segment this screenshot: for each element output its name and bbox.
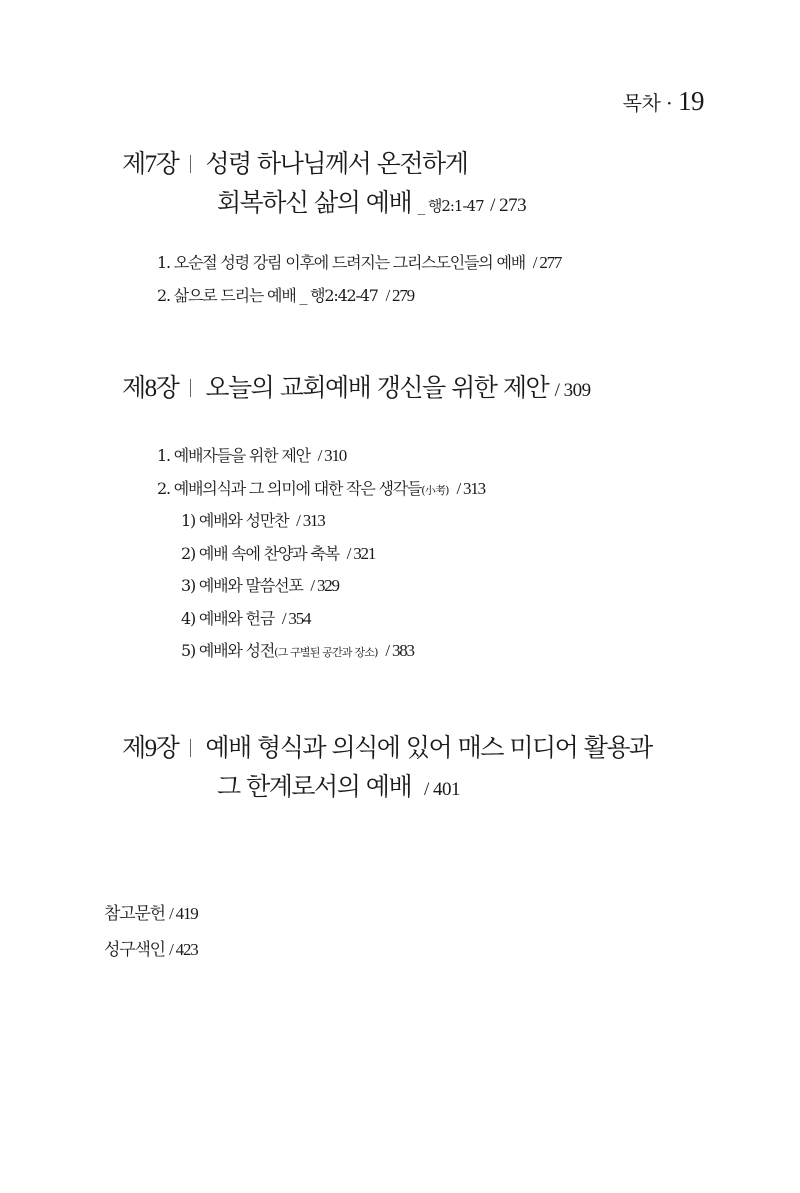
- toc-subitem: [157, 570, 485, 603]
- back-matter: [104, 896, 198, 968]
- toc-item-page: / 383: [385, 641, 414, 660]
- back-matter-text: 참고문헌: [104, 904, 165, 924]
- chapter-8-heading: [122, 369, 591, 410]
- divider: [190, 155, 191, 173]
- chapter-8-items: [157, 440, 485, 668]
- toc-item-text: 1) 예배와 성만찬: [181, 511, 289, 530]
- chapter-title-line1: 성령 하나님께서 온전하게: [205, 149, 468, 178]
- toc-item-text: 2. 삶으로 드리는 예배 _ 행2:42-47: [157, 285, 378, 305]
- back-matter-text: 성구색인: [104, 940, 165, 960]
- chapter-title-line1: 오늘의 교회예배 갱신을 위한 제안: [205, 373, 549, 402]
- chapter-page: / 309: [554, 380, 591, 401]
- toc-item-page: / 321: [346, 543, 376, 563]
- toc-item-note: (小考): [421, 483, 449, 497]
- toc-item-page: / 354: [281, 608, 311, 628]
- running-header: [623, 86, 704, 117]
- toc-item-page: / 277: [532, 253, 562, 272]
- toc-item-note: (그 구별된 공간과 장소): [274, 646, 378, 659]
- toc-item-text: 4) 예배와 헌금: [181, 608, 275, 628]
- back-matter-page: / 419: [169, 904, 198, 923]
- toc-subitem: [157, 538, 485, 571]
- chapter-title-text: 회복하신 삶의 예배: [217, 188, 412, 217]
- toc-subitem: [157, 635, 485, 668]
- toc-item-text: 3) 예배와 말씀선포: [181, 576, 303, 595]
- toc-item-text: 1. 예배자들을 위한 제안: [157, 446, 310, 465]
- toc-item: [157, 280, 561, 313]
- toc-item-text: 2) 예배 속에 찬양과 축복: [181, 543, 339, 563]
- toc-item: [157, 440, 485, 473]
- chapter-7-heading: [122, 145, 526, 225]
- back-matter-item: [104, 896, 198, 932]
- chapter-title-line2: [122, 184, 526, 225]
- toc-item-text: 5) 예배와 성전: [181, 641, 275, 660]
- toc-item-text: 1. 오순절 성령 강림 이후에 드려지는 그리스도인들의 예배: [157, 253, 525, 272]
- chapter-label: 제9장: [122, 735, 179, 762]
- divider: [190, 379, 191, 397]
- chapter-9-heading: [122, 729, 652, 809]
- toc-item-page: / 313: [456, 478, 485, 498]
- toc-subitem: [157, 505, 485, 538]
- header-label: 목차 ·: [622, 91, 672, 115]
- chapter-page: / 273: [490, 195, 527, 216]
- toc-item-page: / 313: [296, 511, 325, 530]
- toc-item-page: / 310: [317, 446, 347, 465]
- chapter-title-text: 그 한계로서의 예배: [217, 772, 412, 801]
- toc-subitem: [157, 603, 485, 636]
- divider: [190, 739, 191, 757]
- toc-item-page: / 329: [310, 576, 339, 595]
- back-matter-item: [104, 932, 198, 968]
- chapter-7-items: [157, 247, 561, 312]
- toc-item-page: / 279: [385, 285, 414, 305]
- toc-item: [157, 247, 561, 280]
- chapter-label: 제7장: [122, 151, 179, 178]
- page-number: 19: [678, 86, 704, 116]
- chapter-title-line2: [122, 768, 652, 809]
- back-matter-page: / 423: [169, 940, 198, 959]
- toc-item-text: 2. 예배의식과 그 의미에 대한 작은 생각들: [157, 478, 422, 498]
- chapter-page: / 401: [424, 779, 461, 800]
- chapter-label: 제8장: [122, 375, 179, 402]
- toc-item: [157, 473, 485, 506]
- chapter-scripture-ref: _ 행2:1-47: [417, 197, 484, 215]
- chapter-title-line1: 예배 형식과 의식에 있어 매스 미디어 활용과: [205, 733, 652, 762]
